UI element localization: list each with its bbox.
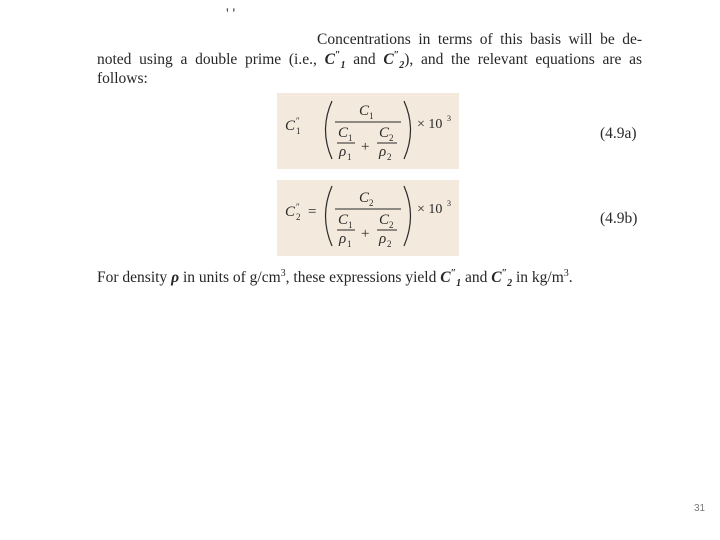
page-number: 31: [694, 503, 706, 514]
equation-4-9a-svg: [277, 93, 459, 169]
top-cutoff-text: ' ': [226, 6, 236, 22]
equation-4-9b-svg: [277, 180, 459, 256]
eq-plus: +: [361, 226, 370, 242]
eq-term1-num-sub: 1: [348, 220, 353, 230]
equation-number-4-9a: (4.9a): [600, 125, 637, 142]
eq-numerator-sub: 2: [369, 198, 374, 208]
eq-term2-den-sub: 2: [387, 239, 392, 249]
eq-times: × 10: [417, 202, 443, 217]
eq-term2-den-sub: 2: [387, 152, 392, 162]
eq-numerator: C: [359, 190, 370, 206]
eq-exponent: 3: [447, 199, 451, 208]
eq-term1-den: ρ: [339, 231, 347, 247]
eq-equals: =: [308, 204, 317, 220]
eq-term1-num: C: [338, 212, 349, 228]
eq-term2-num-sub: 2: [389, 133, 394, 143]
equation-box-4-9a: [277, 93, 459, 169]
eq-term2-num: C: [379, 212, 390, 228]
eq-term2-den: ρ: [379, 144, 387, 160]
equation-box-4-9b: [277, 180, 459, 256]
intro-paragraph: Concentrations in terms of this basis will be de- noted using a double prime (i.e., $C''_1$ and $C''_2$), and the relevant equations are as follows:: [97, 31, 643, 87]
eq-term2-num: C: [379, 125, 390, 141]
left-paren: [326, 186, 333, 246]
eq-term2-den: ρ: [379, 231, 387, 247]
density-paragraph: For density ρ in units of $g/cm^3$, these expressions yield $C''_1$ and $C''_2$ in $kg/m^3$.: [97, 267, 573, 290]
eq-plus: +: [361, 139, 370, 155]
eq-lhs-sub: 2: [296, 212, 301, 222]
eq-term2-num-sub: 2: [389, 220, 394, 230]
eq-exponent: 3: [447, 114, 451, 123]
eq-numerator: C: [359, 103, 370, 119]
right-paren: [404, 186, 411, 246]
right-paren: [404, 101, 411, 159]
eq-lhs-prime: ″: [296, 202, 300, 212]
eq-numerator-sub: 1: [369, 111, 374, 121]
eq-term1-den: ρ: [339, 144, 347, 160]
eq-term1-num-sub: 1: [348, 133, 353, 143]
eq-term1-den-sub: 1: [347, 152, 352, 162]
eq-lhs-prime: ″: [296, 116, 300, 126]
eq-term1-num: C: [338, 125, 349, 141]
eq-lhs: C: [285, 204, 296, 220]
eq-term1-den-sub: 1: [347, 239, 352, 249]
left-paren: [326, 101, 333, 159]
eq-lhs: C: [285, 118, 296, 134]
eq-lhs-sub: 1: [296, 126, 301, 136]
equation-number-4-9b: (4.9b): [600, 210, 638, 227]
eq-times: × 10: [417, 117, 443, 132]
